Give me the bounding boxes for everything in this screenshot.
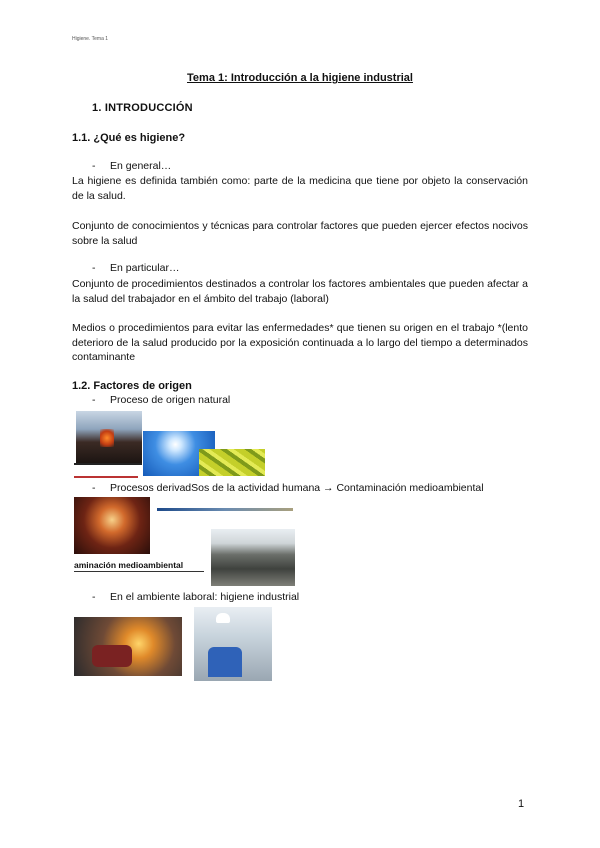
page-number: 1 — [518, 798, 525, 810]
bullet-text: En particular… — [110, 262, 180, 274]
image-strip — [157, 508, 293, 511]
welding-worker-image — [74, 617, 182, 676]
image-border-line — [74, 463, 142, 465]
bullet-en-general — [92, 160, 171, 172]
waste-landfill-image — [211, 529, 295, 586]
bullet-dash: - — [92, 394, 96, 406]
volcano-image — [76, 411, 142, 463]
bullet-en-particular — [92, 262, 179, 274]
bullet-dash: - — [92, 262, 96, 274]
industrial-smoke-image — [74, 497, 150, 554]
bullet-dash: - — [92, 160, 96, 172]
bullet-text: En el ambiente laboral: higiene industrial — [110, 591, 300, 603]
bullet-dash: - — [92, 591, 96, 603]
bullet-origen-natural — [92, 394, 230, 406]
bullet-actividad-humana — [92, 482, 484, 494]
subsection-heading-que-es-higiene: 1.1. ¿Qué es higiene? — [72, 132, 186, 144]
document-title: Tema 1: Introducción a la higiene industrial — [187, 72, 413, 84]
section-heading-introduccion: 1. INTRODUCCIÓN — [92, 102, 193, 114]
header-note: Higiene. Tema 1 — [72, 36, 109, 42]
image-border-line — [74, 476, 138, 478]
bacteria-image — [199, 449, 265, 476]
bullet-text: Proceso de origen natural — [110, 394, 231, 406]
subsection-heading-factores-origen: 1.2. Factores de origen — [72, 380, 192, 392]
paragraph-conjunto-procedimientos: Conjunto de procedimientos destinados a controlar los factores ambientales que pueden afectar a la salud del trabajador en el ámbito del trabajo (laboral) — [72, 278, 528, 305]
bullet-ambiente-laboral — [92, 591, 299, 603]
paragraph-medios-procedimientos: Medios o procedimientos para evitar las enfermedades* que tienen su origen en el trabajo *(lento deterioro de la salud producido por la exposición continuada a lo largo del tiempo a determinados contaminante — [72, 322, 528, 363]
bullet-text: Procesos derivadSos de la actividad humana → Contaminación medioambiental — [110, 482, 484, 494]
factory-worker-image — [194, 607, 272, 681]
bullet-dash: - — [92, 482, 96, 494]
paragraph-definicion-higiene: La higiene es definida también como: parte de la medicina que tiene por objeto la conservación de la salud. — [72, 175, 528, 202]
bullet-text: En general… — [110, 160, 172, 172]
caption-contaminacion: aminación medioambiental — [74, 560, 184, 570]
paragraph-conjunto-conocimientos: Conjunto de conocimientos y técnicas para controlar factores que pueden ejercer efectos nocivos sobre la salud — [72, 220, 528, 247]
caption-underline — [74, 571, 204, 572]
